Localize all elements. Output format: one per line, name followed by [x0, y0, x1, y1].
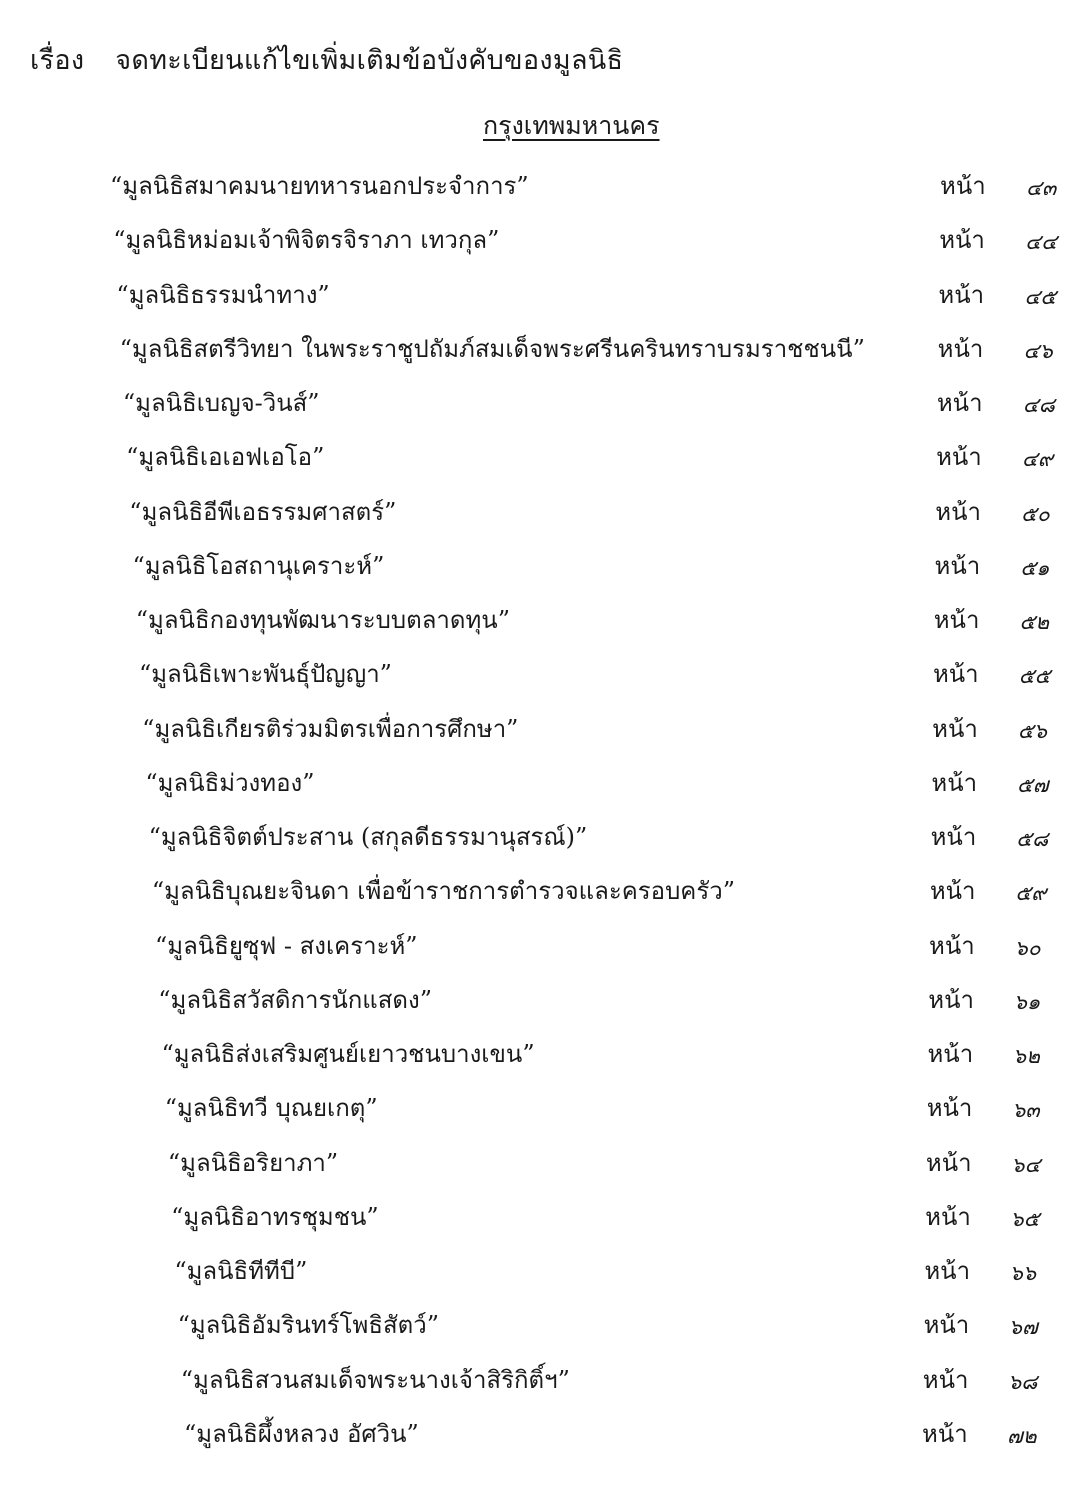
foundation-name: “มูลนิธิทวี บุณยเกตุ”	[164, 1094, 378, 1123]
list-item	[0, 383, 1085, 423]
page-word: หน้า	[932, 714, 978, 743]
page-number: ๕๑	[1020, 555, 1050, 580]
foundation-name: “มูลนิธิสวัสดิการนักแสดง”	[158, 985, 432, 1014]
page-word: หน้า	[933, 606, 980, 635]
page-number: ๖๘	[1007, 1369, 1038, 1394]
list-item	[0, 1088, 1085, 1128]
page-word: หน้า	[935, 497, 981, 526]
foundation-name: “มูลนิธิเกียรติร่วมมิตรเพื่อการศึกษา”	[142, 714, 519, 743]
page-number: ๖๗	[1008, 1315, 1038, 1340]
page-word: หน้า	[939, 226, 985, 255]
page-word: หน้า	[931, 768, 978, 797]
list-item	[0, 1251, 1085, 1291]
subject-label: เรื่อง	[30, 45, 85, 76]
page-number: ๗๒	[1007, 1424, 1037, 1448]
list-item	[0, 817, 1085, 857]
foundation-name: “มูลนิธิกองทุนพัฒนาระบบตลาดทุน”	[135, 606, 510, 635]
list-item	[0, 980, 1085, 1020]
list-item	[0, 166, 1085, 206]
page-number: ๕๘	[1016, 827, 1049, 852]
foundation-name: “มูลนิธิสมาคมนายทหารนอกประจำการ”	[110, 172, 529, 200]
foundation-name: “มูลนิธิจิตต์ประสาน (สกุลดีธรรมานุสรณ์)”	[148, 823, 588, 852]
list-item	[0, 275, 1085, 315]
page-number: ๖๕	[1010, 1206, 1040, 1231]
foundation-name: “มูลนิธิหม่อมเจ้าพิจิตรจิราภา เทวกุล”	[113, 226, 500, 255]
page-number: ๕๒	[1019, 610, 1050, 635]
page-number: ๕๖	[1017, 718, 1047, 743]
list-item	[0, 600, 1085, 640]
page-word: หน้า	[925, 1202, 971, 1231]
page-number: ๖๐	[1014, 935, 1041, 960]
list-item	[0, 546, 1085, 586]
list-item	[0, 1414, 1085, 1454]
foundation-name: “มูลนิธิอาทรชุมชน”	[171, 1202, 379, 1231]
page-number: ๕๗	[1016, 772, 1049, 797]
list-item	[0, 1360, 1085, 1400]
page-word: หน้า	[926, 1094, 973, 1123]
page-word: หน้า	[929, 877, 976, 906]
foundation-name: “มูลนิธิส่งเสริมศูนย์เยาวชนบางเขน”	[161, 1040, 535, 1069]
page-number: ๔๘	[1022, 393, 1055, 418]
foundation-name: “มูลนิธิอริยาภา”	[167, 1148, 339, 1177]
page-number: ๔๖	[1023, 338, 1053, 363]
list-item	[0, 871, 1085, 911]
list-item	[0, 329, 1085, 369]
foundation-name: “มูลนิธิอีพีเอธรรมศาสตร์”	[129, 497, 397, 526]
list-item	[0, 709, 1085, 749]
page-number: ๖๑	[1013, 989, 1041, 1014]
list-item	[0, 492, 1085, 532]
list-item	[0, 437, 1085, 477]
list-item	[0, 654, 1085, 694]
foundation-name: “มูลนิธิม่วงทอง”	[145, 768, 315, 797]
foundation-name: “มูลนิธิเพาะพันธุ์ปัญญา”	[138, 660, 392, 689]
page-word: หน้า	[937, 334, 984, 363]
page-number: ๔๓	[1026, 176, 1057, 200]
foundation-name: “มูลนิธิบุณยะจินดา เพื่อข้าราชการตำรวจและครอบครัว”	[151, 877, 735, 906]
page-word: หน้า	[934, 551, 981, 580]
page-word: หน้า	[928, 985, 974, 1014]
page-word: หน้า	[927, 1040, 974, 1069]
list-item	[0, 1197, 1085, 1237]
section-heading: กรุงเทพมหานคร	[483, 111, 660, 140]
page-number: ๔๙	[1021, 447, 1054, 472]
foundation-name: “มูลนิธิธรรมนำทาง”	[116, 280, 330, 309]
page-word: หน้า	[924, 1257, 971, 1286]
list-item	[0, 1305, 1085, 1345]
foundation-name: “มูลนิธิโอสถานุเคราะห์”	[132, 551, 385, 580]
list-item	[0, 1143, 1085, 1183]
foundation-name: “มูลนิธิทีทีบี”	[174, 1257, 308, 1286]
foundation-name: “มูลนิธิเบญจ-วินส์”	[122, 389, 320, 418]
page-number: ๕๐	[1021, 501, 1050, 526]
page-word: หน้า	[936, 389, 983, 418]
page-number: ๖๖	[1009, 1261, 1037, 1286]
page-word: หน้า	[923, 1311, 970, 1340]
foundation-name: “มูลนิธิเอเอฟเอโอ”	[126, 443, 325, 472]
page-number: ๔๕	[1024, 284, 1057, 309]
page-word: หน้า	[938, 280, 985, 309]
page-number: ๖๓	[1011, 1098, 1040, 1123]
list-item	[0, 220, 1085, 260]
page-word: หน้า	[929, 931, 975, 960]
page-number: ๖๒	[1012, 1044, 1040, 1069]
page-number: ๖๔	[1011, 1152, 1041, 1177]
list-item	[0, 763, 1085, 803]
page-word: หน้า	[940, 172, 986, 200]
page-number: ๕๕	[1018, 664, 1051, 689]
list-item	[0, 1034, 1085, 1074]
page-word: หน้า	[922, 1365, 969, 1394]
foundation-name: “มูลนิธิอัมรินทร์โพธิสัตว์”	[177, 1311, 439, 1340]
page-number: ๕๙	[1015, 881, 1047, 906]
page-word: หน้า	[932, 660, 979, 689]
subject-text: จดทะเบียนแก้ไขเพิ่มเติมข้อบังคับของมูลนิธิ	[115, 45, 624, 76]
page-word: หน้า	[922, 1420, 968, 1448]
page-word: หน้า	[936, 443, 982, 472]
page-number: ๔๔	[1025, 230, 1057, 255]
foundation-name: “มูลนิธิผึ้งหลวง อัศวิน”	[184, 1420, 419, 1448]
foundation-name: “มูลนิธิสตรีวิทยา ในพระราชูปถัมภ์สมเด็จพระศรีนครินทราบรมราชชนนี”	[119, 334, 865, 363]
foundation-name: “มูลนิธิยูซุฟ - สงเคราะห์”	[155, 931, 418, 960]
page-word: หน้า	[925, 1148, 972, 1177]
page-word: หน้า	[930, 823, 977, 852]
foundation-name: “มูลนิธิสวนสมเด็จพระนางเจ้าสิริกิติ์ฯ”	[180, 1365, 570, 1394]
list-item	[0, 926, 1085, 966]
